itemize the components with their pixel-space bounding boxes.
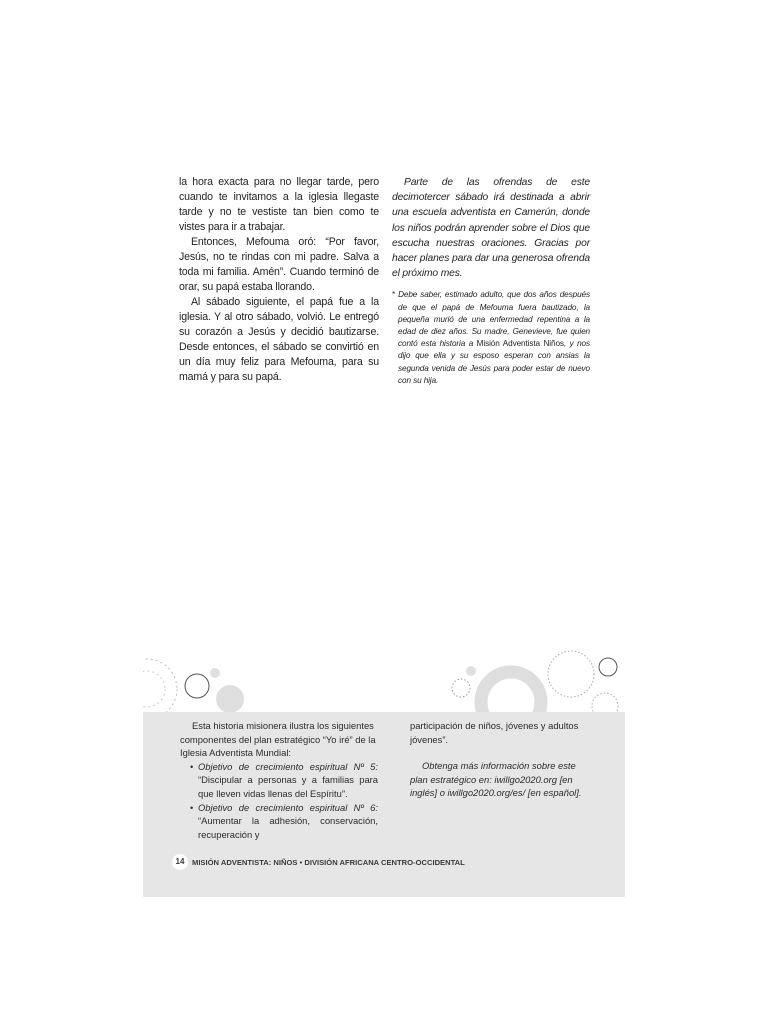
panel-intro: Esta historia misionera ilustra los siguientes componentes del plan estratégico “Yo iré” de la Iglesia Adventista Mundial:	[180, 720, 376, 759]
objective-text: “Aumentar la adhesión, conservación, recuperación y	[198, 815, 378, 840]
footnote-text-a: Debe saber, estimado adulto, que dos años después de que el papá de Mefouma fuera bautizado, la pequeña murió de una enfermedad repentina a la edad de diez años. Su madre, Genevieve, fue quien contó esta historia a	[398, 290, 590, 349]
page-number: 14	[172, 854, 188, 870]
objective-continuation: participación de niños, jóvenes y adultos jóvenes”.	[410, 720, 579, 745]
filled-circle-left	[216, 685, 244, 713]
outline-circle-right	[599, 658, 617, 676]
small-dot-center	[466, 666, 476, 676]
list-item	[180, 801, 378, 842]
dotted-circle-center	[452, 679, 470, 697]
bullet: •	[190, 801, 194, 813]
panel-column-right	[410, 719, 590, 800]
offering-paragraph: Parte de las ofrendas de este decimotercer sábado irá destinada a abrir una escuela adventista en Camerún, donde los niños podrán aprender sobre el Dios que escucha nuestras oraciones. Gracias por hacer planes para dar una generosa ofrenda el próximo mes.	[392, 177, 590, 280]
story-column-right	[392, 175, 590, 387]
page-footer	[172, 854, 465, 870]
dotted-circle-left-inner	[143, 671, 165, 707]
bullet: •	[190, 760, 194, 772]
dotted-circle-right	[548, 651, 594, 697]
more-info-text: Obtenga más información sobre este plan estratégico en: iwillgo2020.org [en inglés] o iwillgo2020.org/es/ [en español].	[410, 760, 582, 799]
footer-text: MISIÓN ADVENTISTA: NIÑOS • DIVISIÓN AFRICANA CENTRO-OCCIDENTAL	[192, 857, 465, 867]
ring-circle-center	[481, 672, 541, 716]
small-dot-left	[210, 668, 220, 678]
objectives-list	[180, 760, 378, 842]
objective-label: Objetivo de crecimiento espiritual Nº 6:	[198, 801, 378, 813]
list-item	[180, 760, 378, 801]
footnote-organization: Misión Adventista Niños	[476, 339, 564, 349]
story-column-left	[179, 175, 379, 385]
footnote-text-b: , y nos dijo que ella y su esposo esperan con ansias la segunda venida de Jesús para poder estar de nuevo con su hija.	[398, 339, 591, 385]
footnote-mark: *	[392, 290, 396, 300]
panel-column-left	[180, 719, 378, 841]
story-paragraph-3: Al sábado siguiente, el papá fue a la iglesia. Y al otro sábado, volvió. Le entregó su corazón a Jesús y decidió bautizarse. Desde entonces, el sábado se convirtió en un día muy feliz para Mefouma, para su mamá y para su papá.	[179, 296, 379, 383]
objective-text: “Discipular a personas y a familias para que lleven vidas llenas del Espíritu”.	[198, 774, 378, 799]
objective-label: Objetivo de crecimiento espiritual Nº 5:	[198, 760, 378, 772]
outline-circle-left	[185, 674, 209, 698]
story-paragraph-2: Entonces, Mefouma oró: “Por favor, Jesús, no te rindas con mi padre. Salva a toda mi familia. Amén”. Cuando terminó de orar, su papá estaba llorando.	[179, 236, 379, 293]
story-paragraph-1: la hora exacta para no llegar tarde, pero cuando te invitamos a la iglesia llegaste tarde y no te vestiste tan bien como te vistes para ir a trabajar.	[179, 176, 379, 233]
footnote	[392, 289, 590, 387]
decorative-circles	[143, 645, 625, 716]
